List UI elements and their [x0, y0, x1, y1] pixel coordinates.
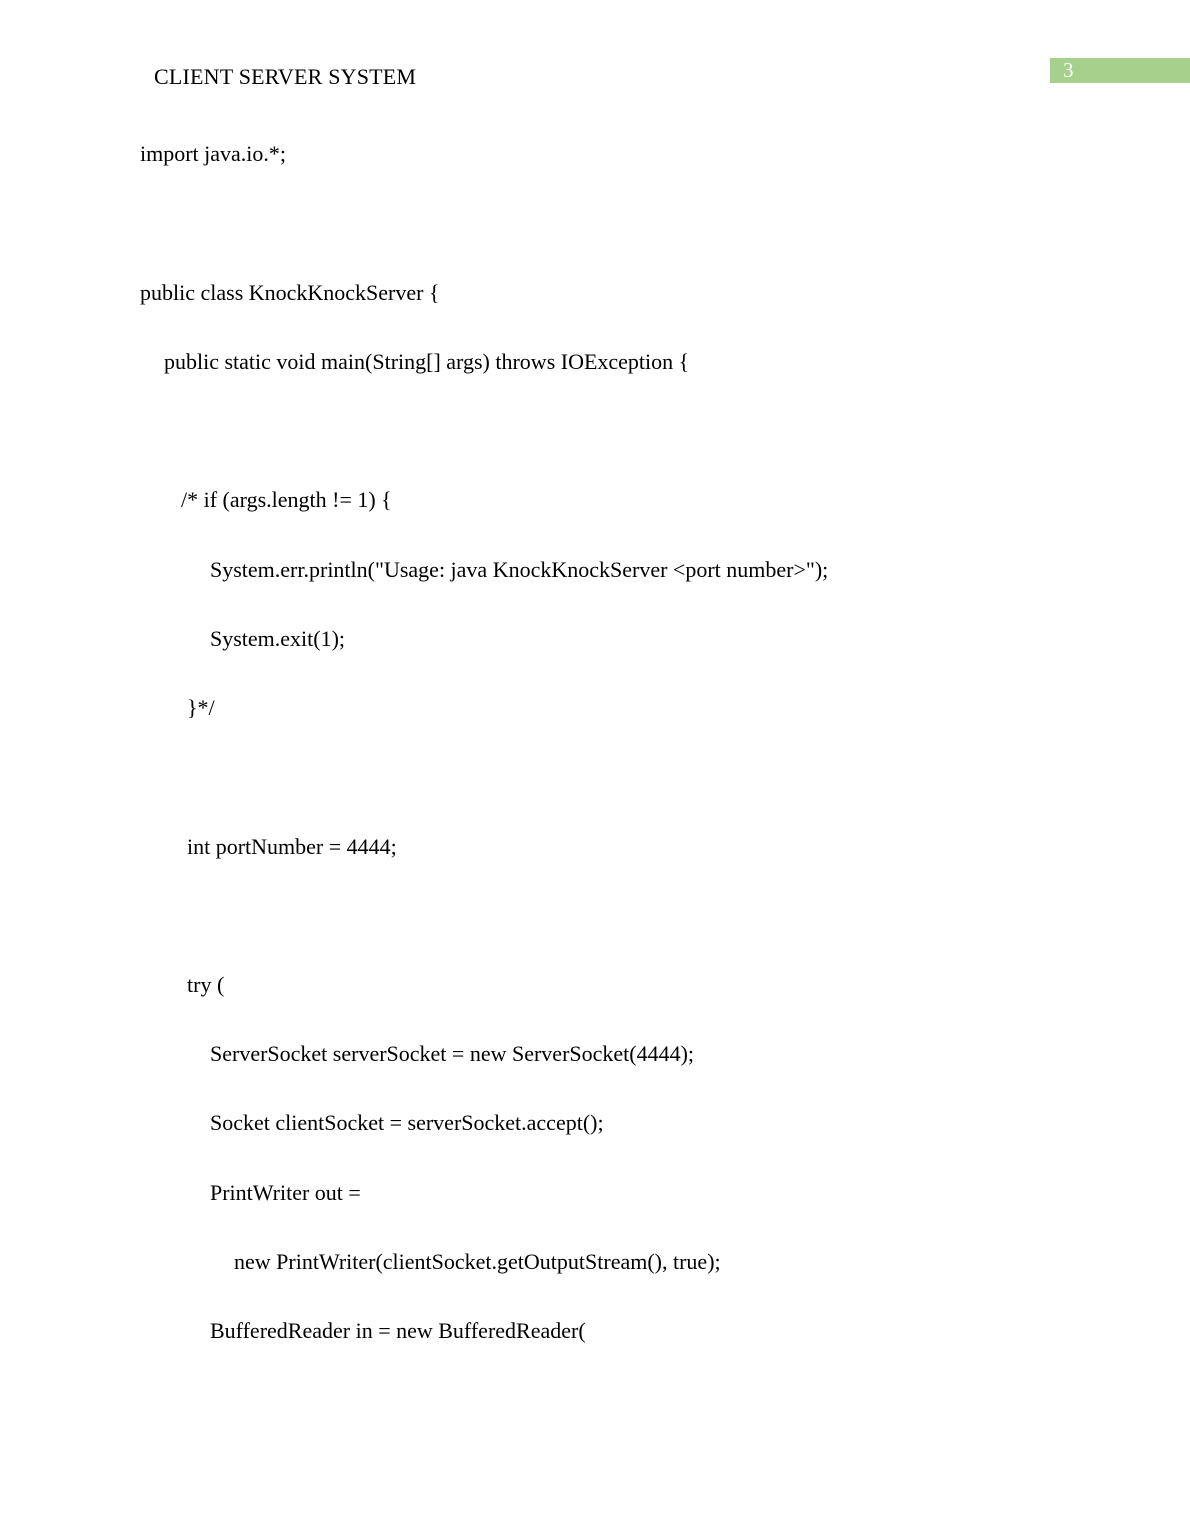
- code-line: import java.io.*;: [140, 141, 287, 166]
- page-number-badge: [1050, 58, 1190, 83]
- code-line: public class KnockKnockServer {: [140, 280, 440, 305]
- code-line: new PrintWriter(clientSocket.getOutputStream(), true);: [234, 1249, 721, 1274]
- code-line: int portNumber = 4444;: [187, 834, 397, 859]
- code-line: ServerSocket serverSocket = new ServerSocket(4444);: [210, 1041, 695, 1066]
- code-line: }*/: [187, 695, 215, 720]
- code-line: PrintWriter out =: [210, 1180, 361, 1205]
- code-line: try (: [187, 972, 225, 997]
- code-line: BufferedReader in = new BufferedReader(: [210, 1318, 586, 1343]
- page-number: 3: [1063, 58, 1074, 82]
- code-line: System.err.println("Usage: java KnockKnockServer <port number>");: [210, 557, 829, 582]
- running-head: CLIENT SERVER SYSTEM: [154, 64, 417, 89]
- code-line: System.exit(1);: [210, 626, 346, 651]
- code-line: Socket clientSocket = serverSocket.accept();: [210, 1110, 604, 1135]
- code-line: /* if (args.length != 1) {: [181, 487, 392, 512]
- code-line: public static void main(String[] args) throws IOException {: [164, 349, 690, 374]
